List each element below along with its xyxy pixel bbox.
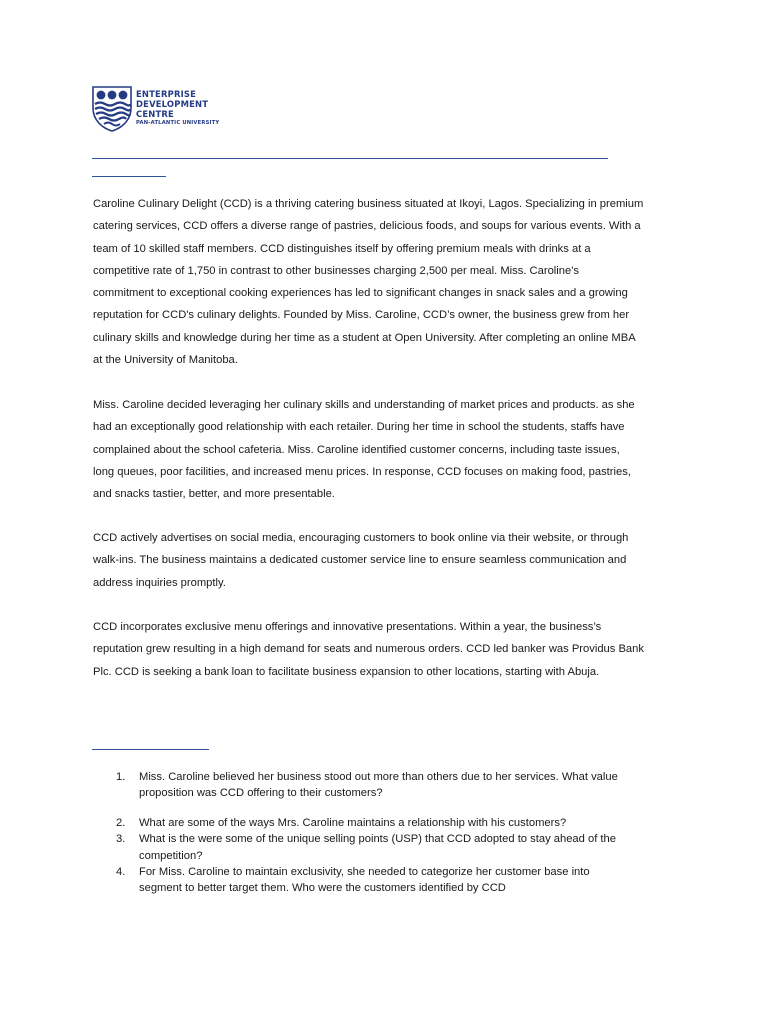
logo-subline: PAN-ATLANTIC UNIVERSITY bbox=[136, 120, 220, 126]
paragraph-line: Miss. Caroline decided leveraging her culinary skills and understanding of market prices and products. as she bbox=[93, 399, 635, 411]
questions-divider bbox=[92, 749, 209, 750]
logo-line-3: CENTRE bbox=[136, 109, 174, 119]
case-paragraph-1 bbox=[93, 193, 677, 371]
paragraph-line: long queues, poor facilities, and increased menu prices. In response, CCD focuses on making food, pastries, bbox=[93, 465, 631, 478]
header-divider-long bbox=[92, 158, 608, 159]
question-number: 3. bbox=[116, 833, 126, 846]
question-item-1 bbox=[93, 769, 653, 802]
shield-logo-icon bbox=[92, 86, 132, 132]
question-item-4 bbox=[93, 864, 653, 897]
case-paragraph-2 bbox=[93, 394, 677, 505]
paragraph-line: complained about the school cafeteria. Miss. Caroline identified customer concerns, including taste issues, bbox=[93, 443, 620, 456]
paragraph-line: competitive rate of 1,750 in contrast to other businesses charging 2,500 per meal. Miss. Caroline's bbox=[93, 264, 579, 277]
paragraph-line: commitment to exceptional cooking experiences has led to significant changes in snack sales and a growing bbox=[93, 287, 628, 300]
logo-wordmark bbox=[136, 89, 219, 127]
paragraph-line: reputation grew resulting in a high demand for seats and numerous orders. CCD led banker was Providus Bank bbox=[93, 643, 644, 656]
paragraph-line: team of 10 skilled staff members. CCD distinguishes itself by offering premium meals with drinks at a bbox=[93, 242, 591, 255]
paragraph-line: walk-ins. The business maintains a dedicated customer service line to ensure seamless communication and bbox=[93, 554, 627, 567]
paragraph-line: Caroline Culinary Delight (CCD) is a thriving catering business situated at Ikoyi, Lagos. Specializing in premium bbox=[93, 198, 644, 210]
question-line: Miss. Caroline believed her business stood out more than others due to her services. What value bbox=[139, 771, 618, 783]
paragraph-line: culinary skills and knowledge during her time as a student at Open University. After completing an online MBA bbox=[93, 331, 636, 344]
paragraph-line: catering services, CCD offers a diverse range of pastries, delicious foods, and soups for various events. With a bbox=[93, 220, 641, 233]
paragraph-line: reputation for CCD's culinary delights. Founded by Miss. Caroline, CCD’s owner, the business grew from her bbox=[93, 309, 630, 322]
question-line: segment to better target them. Who were the customers identified by CCD bbox=[139, 882, 506, 895]
question-line: proposition was CCD offering to their customers? bbox=[139, 787, 383, 800]
paragraph-line: CCD actively advertises on social media, encouraging customers to book online via their website, or through bbox=[93, 532, 629, 544]
case-paragraph-3 bbox=[93, 527, 677, 594]
question-number: 4. bbox=[116, 866, 126, 879]
enterprise-development-centre-logo bbox=[92, 86, 219, 132]
case-paragraph-4 bbox=[93, 616, 677, 683]
paragraph-line: and snacks tastier, better, and more presentable. bbox=[93, 488, 335, 501]
question-item-2 bbox=[93, 815, 653, 831]
question-number: 2. bbox=[116, 816, 126, 829]
question-line: competition? bbox=[139, 849, 203, 862]
paragraph-line: CCD incorporates exclusive menu offerings and innovative presentations. Within a year, the business’s bbox=[93, 621, 602, 633]
logo-line-2: DEVELOPMENT bbox=[136, 99, 209, 109]
question-item-3 bbox=[93, 831, 653, 864]
paragraph-line: had an exceptionally good relationship with each retailer. During her time in school the students, staffs have bbox=[93, 421, 625, 434]
logo-line-1: ENTERPRISE bbox=[136, 89, 197, 99]
question-line: For Miss. Caroline to maintain exclusivity, she needed to categorize her customer base into bbox=[139, 866, 590, 879]
header-divider-short bbox=[92, 176, 166, 177]
question-number: 1. bbox=[116, 771, 126, 783]
paragraph-line: address inquiries promptly. bbox=[93, 576, 226, 589]
question-line: What are some of the ways Mrs. Caroline maintains a relationship with his customers? bbox=[139, 816, 567, 829]
paragraph-line: Plc. CCD is seeking a bank loan to facilitate business expansion to other locations, starting with Abuja. bbox=[93, 665, 600, 678]
paragraph-line: at the University of Manitoba. bbox=[93, 354, 238, 367]
questions-list bbox=[93, 769, 653, 897]
question-line: What is the were some of the unique selling points (USP) that CCD adopted to stay ahead of the bbox=[139, 833, 616, 846]
